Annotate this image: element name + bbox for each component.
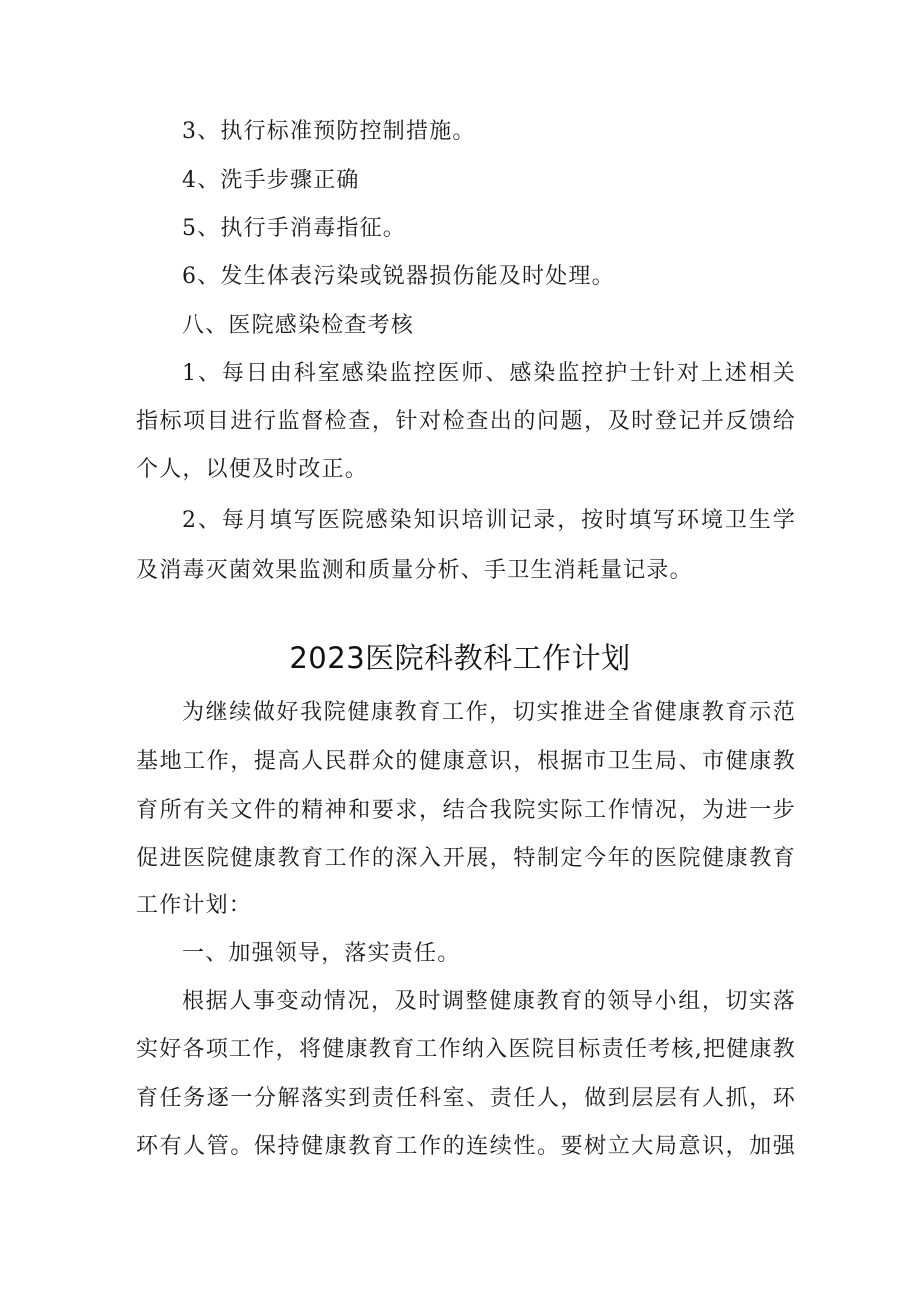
paragraph-line: 及消毒灭菌效果监测和质量分析、手卫生消耗量记录。 (136, 558, 693, 583)
paragraph-line: 育任务逐一分解落实到责任科室、责任人，做到层层有人抓，环 (136, 1086, 796, 1111)
paragraph-line: 工作计划： (136, 893, 253, 918)
paragraph-line: 为继续做好我院健康教育工作，切实推进全省健康教育示范 (182, 700, 796, 725)
paragraph-line: 实好各项工作，将健康教育工作纳入医院目标责任考核,把健康教 (136, 1037, 796, 1062)
paragraph-line: 根据人事变动情况，及时调整健康教育的领导小组，切实落 (182, 989, 796, 1014)
paragraph-line: 育所有关文件的精神和要求，结合我院实际工作情况，为进一步 (136, 798, 796, 823)
paragraph-line: 基地工作，提高人民群众的健康意识，根据市卫生局、市健康教 (136, 749, 796, 774)
paragraph-line: 个人，以便及时改正。 (136, 457, 369, 482)
section-heading: 八、医院感染检查考核 (182, 313, 415, 338)
paragraph-line: 指标项目进行监督检查，针对检查出的问题，及时登记并反馈给 (136, 409, 796, 434)
list-item: 4、洗手步骤正确 (182, 168, 360, 193)
paragraph-line: 1、每日由科室感染监控医师、感染监控护士针对上述相关 (182, 361, 796, 386)
section-heading: 一、加强领导，落实责任。 (182, 941, 461, 966)
paragraph-line: 2、每月填写医院感染知识培训记录，按时填写环境卫生学 (182, 508, 796, 533)
list-item: 3、执行标准预防控制措施。 (182, 119, 476, 144)
list-item: 5、执行手消毒指征。 (182, 216, 406, 241)
paragraph-line: 促进医院健康教育工作的深入开展，特制定今年的医院健康教育 (136, 846, 796, 871)
list-item: 6、发生体表污染或锐器损伤能及时处理。 (182, 264, 615, 289)
paragraph-line: 环有人管。保持健康教育工作的连续性。要树立大局意识，加强 (136, 1134, 796, 1159)
document-title: 2023医院科教科工作计划 (289, 641, 631, 675)
